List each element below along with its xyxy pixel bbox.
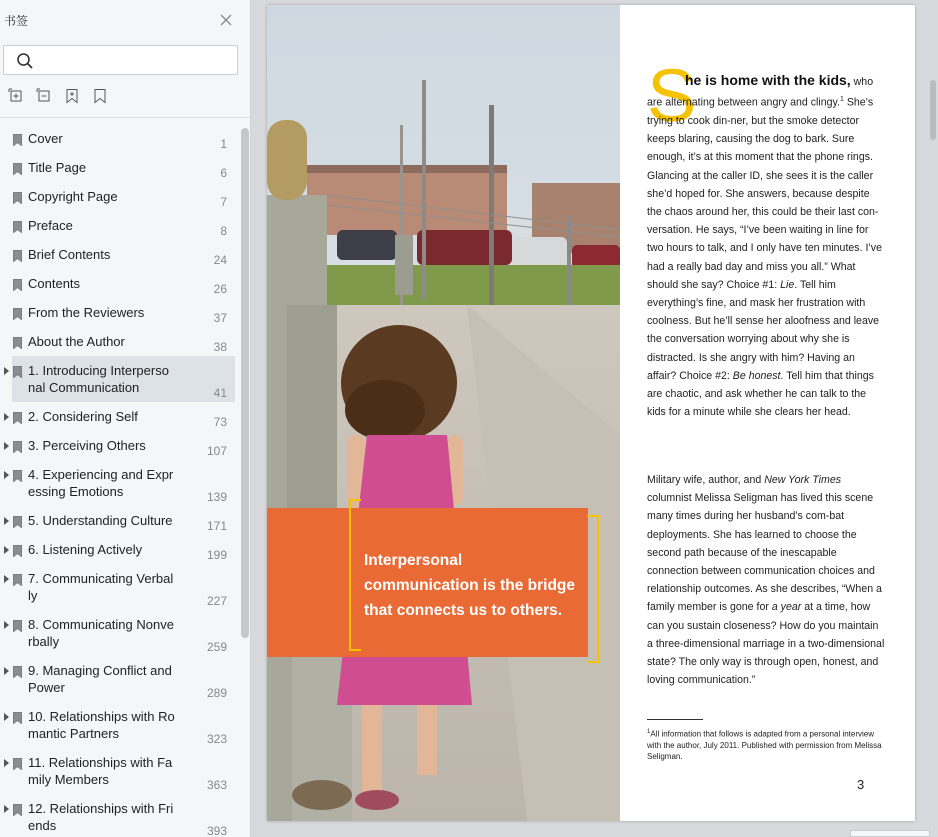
bookmark-item[interactable]: [0, 800, 240, 837]
bookmark-flag-icon: [13, 711, 22, 723]
bookmark-label: Title Page: [28, 160, 87, 175]
bookmark-page-number: 7: [220, 195, 227, 209]
pull-quote-bracket-right: [587, 515, 599, 663]
bookmark-flag-icon: [13, 469, 22, 481]
expand-arrow-icon[interactable]: [4, 471, 9, 479]
expand-arrow-icon[interactable]: [4, 546, 9, 554]
emphasis-lie: Lie: [780, 278, 795, 291]
bookmark-flag-icon: [13, 336, 22, 348]
bookmark-page-number: 363: [206, 778, 227, 792]
bookmark-item[interactable]: [0, 616, 240, 662]
status-bar-widget: [850, 830, 930, 837]
bookmark-item[interactable]: [0, 130, 240, 159]
bookmark-page-number: 393: [206, 824, 227, 837]
pull-quote-box: [267, 508, 588, 657]
paragraph-text: She’s trying to cook din-ner, but the smoke detector keeps blaring, causing the dog to bark. Sure enough, it’s at this moment that the phone rings. Glancing at the caller ID, she sees it is the caller she’d hoped for. She answers, because despite the chaos around her, this could be their last con-versation. He says, “I’ve been waiting in line for two hours to talk, and I only have ten minutes. I’ve had a really bad day and miss you all.” What should she say? Choice #1:: [647, 96, 882, 291]
bookmark-page-number: 171: [206, 519, 227, 533]
paragraph-text: . Tell him everything’s fine, and mask her frustration with coolness. But he’ll sense her aloofness and leave the conversation worrying about why she is distracted. Is she angry with him? Having an affair? Choice #2:: [647, 278, 880, 382]
bookmark-label: Preface: [28, 218, 73, 233]
bookmark-item[interactable]: [0, 362, 240, 408]
bookmark-page-number: 6: [220, 166, 227, 180]
document-page: [267, 5, 915, 821]
paragraph-text: at a time, how can you sustain closeness? How do you maintain a three-dimensional marriage in a two-dimensional state? The only way is through open, honest, and loving communication.”: [647, 601, 885, 687]
add-bookmark-icon[interactable]: [64, 88, 82, 108]
expand-arrow-icon[interactable]: [4, 517, 9, 525]
bookmark-page-number: 1: [220, 137, 227, 151]
bookmark-flag-icon: [13, 665, 22, 677]
bookmark-page-number: 37: [213, 311, 227, 325]
bookmark-search-field[interactable]: [3, 45, 238, 75]
lead-in: he is home with the kids,: [685, 72, 851, 88]
bookmark-flag-icon: [13, 573, 22, 585]
bookmark-flag-icon: [13, 619, 22, 631]
emphasis-be-honest: Be honest: [732, 369, 781, 382]
search-input[interactable]: [38, 50, 228, 70]
bookmark-label: 10. Relationships with Ro mantic Partners: [28, 709, 175, 741]
sidebar-scrollbar-thumb[interactable]: [241, 128, 249, 638]
bookmark-label: 5. Understanding Culture: [28, 513, 173, 528]
bookmark-flag-icon: [13, 365, 22, 377]
bookmark-page-number: 199: [206, 548, 227, 562]
bookmark-label: 6. Listening Actively: [28, 542, 143, 557]
bookmark-icon[interactable]: [92, 88, 110, 108]
pull-quote-bracket-left: [349, 499, 361, 651]
search-icon: [16, 52, 34, 70]
bookmark-label: 9. Managing Conflict and Power: [28, 663, 172, 695]
bookmark-page-number: 227: [206, 594, 227, 608]
bookmark-item[interactable]: [0, 541, 240, 570]
close-icon[interactable]: [219, 13, 233, 27]
bookmark-item[interactable]: [0, 754, 240, 800]
bookmark-page-number: 24: [213, 253, 227, 267]
bookmark-flag-icon: [13, 307, 22, 319]
bookmark-flag-icon: [13, 515, 22, 527]
bookmark-page-number: 26: [213, 282, 227, 296]
bookmark-label: 7. Communicating Verbal ly: [28, 571, 174, 603]
bookmark-page-number: 139: [206, 490, 227, 504]
emphasis-nyt: New York Times: [764, 474, 842, 486]
footnote-number: 1: [647, 729, 651, 735]
bookmark-item[interactable]: [0, 662, 240, 708]
expand-all-icon[interactable]: [8, 88, 26, 108]
paragraph-text: . Tell him that things are chaotic, and ask whether he can talk to the kids for a minute while she clears her head.: [647, 369, 874, 419]
bookmark-sidebar: [0, 0, 251, 837]
bookmark-label: 8. Communicating Nonve rbally: [28, 617, 174, 649]
second-paragraph: [647, 471, 887, 689]
bookmark-page-number: 8: [220, 224, 227, 238]
bookmark-label: Copyright Page: [28, 189, 118, 204]
expand-arrow-icon[interactable]: [4, 759, 9, 767]
bookmark-page-number: 107: [206, 444, 227, 458]
sidebar-header: [0, 0, 251, 40]
bookmark-item[interactable]: [0, 570, 240, 616]
expand-arrow-icon[interactable]: [4, 621, 9, 629]
footnote-marker: 1: [839, 96, 844, 104]
bookmark-item[interactable]: [0, 188, 240, 217]
bookmark-flag-icon: [13, 544, 22, 556]
expand-arrow-icon[interactable]: [4, 575, 9, 583]
bookmark-item[interactable]: [0, 304, 240, 333]
document-scrollbar-thumb[interactable]: [930, 80, 936, 140]
collapse-all-icon[interactable]: [36, 88, 54, 108]
bookmark-item[interactable]: [0, 246, 240, 275]
expand-arrow-icon[interactable]: [4, 667, 9, 675]
bookmark-item[interactable]: [0, 408, 240, 437]
bookmark-label: From the Reviewers: [28, 305, 145, 320]
paragraph-text: who are alternating between angry and clingy.: [647, 76, 874, 109]
bookmark-flag-icon: [13, 162, 22, 174]
bookmark-item[interactable]: [0, 275, 240, 304]
bookmark-item[interactable]: [0, 437, 240, 466]
bookmark-label: Cover: [28, 131, 63, 146]
paragraph-text: Military wife, author, and: [647, 474, 765, 486]
bookmark-label: 12. Relationships with Fri ends: [28, 801, 174, 833]
page-number: 3: [857, 777, 865, 792]
bookmark-item[interactable]: [0, 466, 240, 512]
cover-photo: [267, 5, 620, 821]
bookmark-label: 1. Introducing Interperso nal Communication: [28, 363, 169, 395]
bookmark-page-number: 289: [206, 686, 227, 700]
bookmark-label: Contents: [28, 276, 81, 291]
bookmark-item[interactable]: [0, 159, 240, 188]
bookmark-flag-icon: [13, 249, 22, 261]
bookmark-flag-icon: [13, 191, 22, 203]
bookmark-flag-icon: [13, 133, 22, 145]
bookmark-label: 2. Considering Self: [28, 409, 138, 424]
bookmark-list: [0, 118, 240, 837]
bookmark-label: Brief Contents: [28, 247, 111, 262]
paragraph-text: columnist Melissa Seligman has lived this scene many times during her husband’s com-bat deployments. She has learned to choose the second path because of the inescapable connection between communication choices and relationship outcomes. As she describes, “When a family member is gone for: [647, 492, 882, 614]
footnote-text: All information that follows is adapted from a personal interview with the author, July 2011. Published with permission from Melissa Seligman.: [647, 729, 882, 761]
bookmark-flag-icon: [13, 220, 22, 232]
expand-arrow-icon[interactable]: [4, 805, 9, 813]
emphasis-a-year: a year: [771, 601, 802, 614]
bookmark-flag-icon: [13, 440, 22, 452]
expand-arrow-icon[interactable]: [4, 413, 9, 421]
expand-arrow-icon[interactable]: [4, 442, 9, 450]
bookmark-page-number: 323: [206, 732, 227, 746]
bookmark-page-number: 259: [206, 640, 227, 654]
bookmark-label: 11. Relationships with Fa mily Members: [28, 755, 173, 787]
bookmark-page-number: 38: [213, 340, 227, 354]
bookmark-flag-icon: [13, 411, 22, 423]
pull-quote-text: Interpersonal communication is the bridge that connects us to others.: [364, 552, 575, 619]
bookmark-label: About the Author: [28, 334, 125, 349]
bookmark-label: 3. Perceiving Others: [28, 438, 146, 453]
footnote-rule: [647, 719, 703, 720]
bookmark-page-number: 73: [213, 415, 227, 429]
bookmark-flag-icon: [13, 803, 22, 815]
bookmark-toolbar: [0, 88, 251, 110]
footnote: [647, 727, 882, 762]
sidebar-title: 书签: [4, 14, 29, 28]
expand-arrow-icon[interactable]: [4, 367, 9, 375]
bookmark-item[interactable]: [0, 512, 240, 541]
bookmark-flag-icon: [13, 757, 22, 769]
opening-paragraph: [647, 71, 887, 421]
expand-arrow-icon[interactable]: [4, 713, 9, 721]
bookmark-flag-icon: [13, 278, 22, 290]
drop-cap: S: [647, 54, 697, 137]
bookmark-item[interactable]: [0, 708, 240, 754]
bookmark-page-number: 41: [213, 386, 227, 400]
bookmark-item[interactable]: [0, 217, 240, 246]
bookmark-label: 4. Experiencing and Expr essing Emotions: [28, 467, 174, 499]
